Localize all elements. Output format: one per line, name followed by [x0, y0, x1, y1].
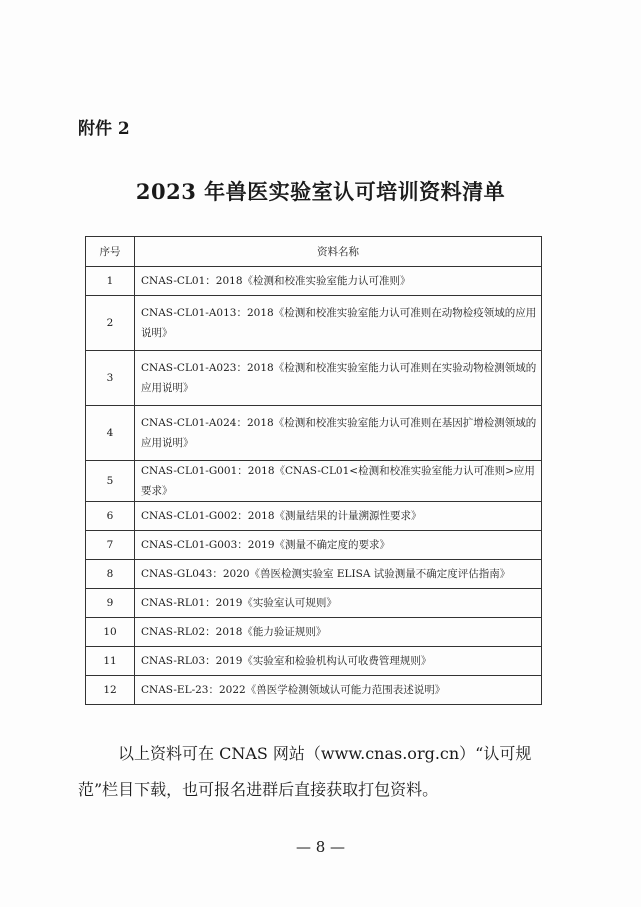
row-number: 6: [86, 502, 135, 531]
table-row: [86, 351, 542, 406]
row-number: 11: [86, 647, 135, 676]
row-document-name: CNAS-CL01-G003：2019《测量不确定度的要求》: [135, 531, 542, 560]
table-row: [86, 560, 542, 589]
row-number: 9: [86, 589, 135, 618]
row-document-name: CNAS-RL02：2018《能力验证规则》: [135, 618, 542, 647]
table-row: [86, 589, 542, 618]
table-row: [86, 618, 542, 647]
row-number: 4: [86, 406, 135, 461]
table-row: [86, 267, 542, 296]
download-note: 以上资料可在 CNAS 网站（www.cnas.org.cn）“认可规范”栏目下载，也可报名进群后直接获取打包资料。: [78, 744, 532, 799]
page-number: — 8 —: [295, 838, 346, 856]
document-title: 2023 年兽医实验室认可培训资料清单: [135, 179, 506, 204]
row-number: 5: [86, 461, 135, 502]
table-row: [86, 531, 542, 560]
table-header-row: [86, 237, 542, 267]
table-row: [86, 406, 542, 461]
row-number: 8: [86, 560, 135, 589]
row-document-name: CNAS-EL-23：2022《兽医学检测领域认可能力范围表述说明》: [135, 676, 542, 705]
row-number: 1: [86, 267, 135, 296]
row-number: 3: [86, 351, 135, 406]
row-document-name: CNAS-CL01-A024：2018《检测和校准实验室能力认可准则在基因扩增检测领域的应用说明》: [135, 406, 542, 461]
row-document-name: CNAS-RL01：2019《实验室认可规则》: [135, 589, 542, 618]
row-document-name: CNAS-GL043：2020《兽医检测实验室 ELISA 试验测量不确定度评估指南》: [135, 560, 542, 589]
column-header-name: 资料名称: [135, 237, 542, 267]
attachment-label: 附件 2: [78, 119, 130, 139]
row-document-name: CNAS-CL01-A013：2018《检测和校准实验室能力认可准则在动物检疫领域的应用说明》: [135, 296, 542, 351]
row-number: 12: [86, 676, 135, 705]
table-row: [86, 461, 542, 502]
row-number: 2: [86, 296, 135, 351]
row-number: 7: [86, 531, 135, 560]
table-row: [86, 502, 542, 531]
column-header-number: 序号: [86, 237, 135, 267]
row-document-name: CNAS-CL01-A023：2018《检测和校准实验室能力认可准则在实验动物检测领域的应用说明》: [135, 351, 542, 406]
table-row: [86, 676, 542, 705]
table-row: [86, 647, 542, 676]
row-document-name: CNAS-CL01-G001：2018《CNAS-CL01<检测和校准实验室能力认可准则>应用要求》: [135, 461, 542, 502]
materials-table: [85, 236, 542, 705]
row-document-name: CNAS-CL01-G002：2018《测量结果的计量溯源性要求》: [135, 502, 542, 531]
row-number: 10: [86, 618, 135, 647]
row-document-name: CNAS-CL01：2018《检测和校准实验室能力认可准则》: [135, 267, 542, 296]
row-document-name: CNAS-RL03：2019《实验室和检验机构认可收费管理规则》: [135, 647, 542, 676]
table-row: [86, 296, 542, 351]
